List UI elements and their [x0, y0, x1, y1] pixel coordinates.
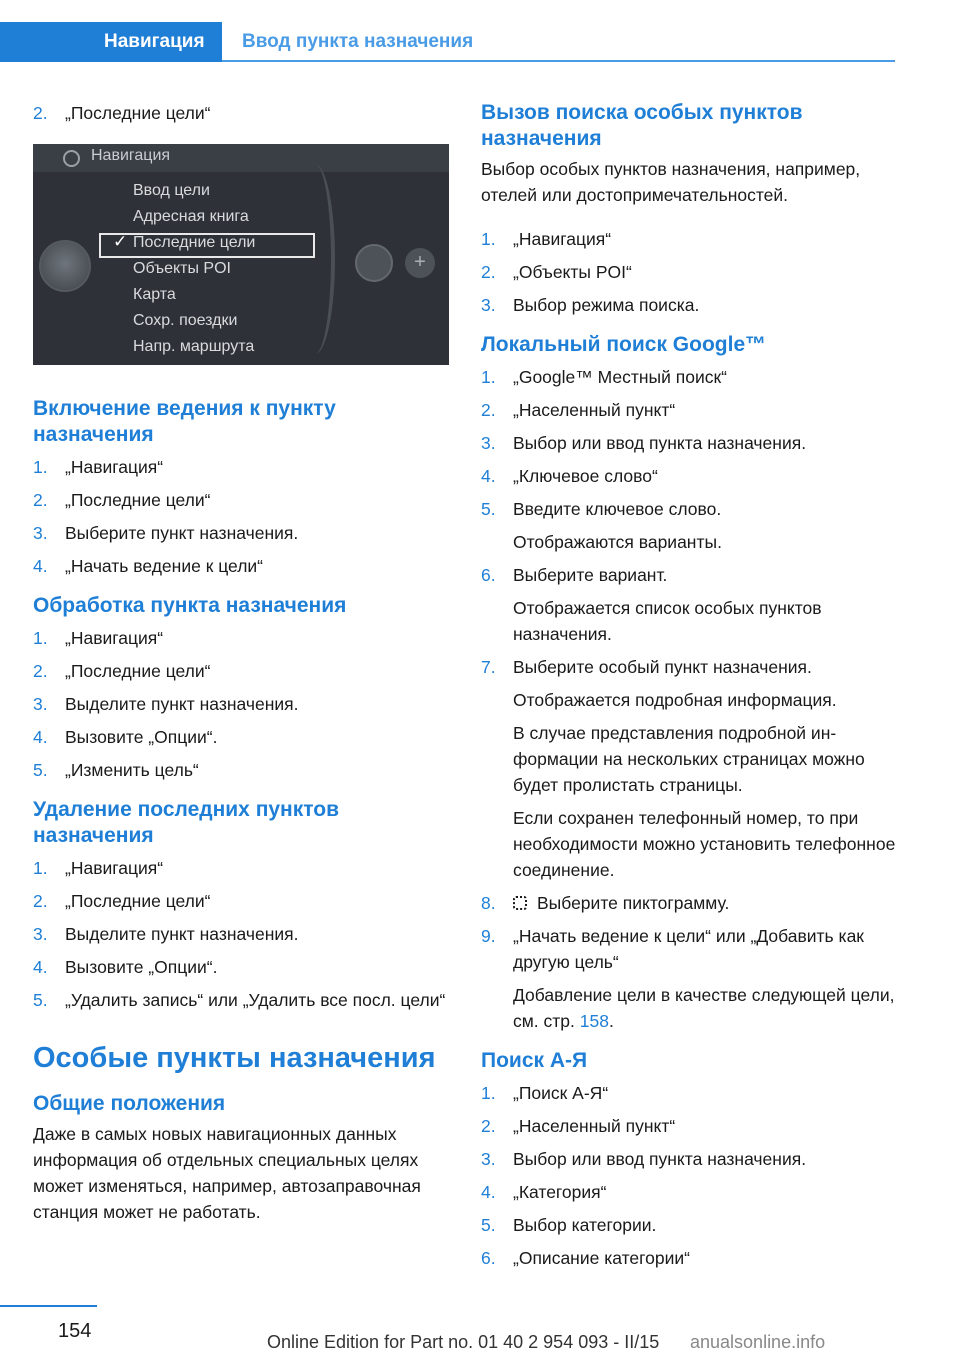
- section-heading: Вызов поиска особых пунктов назначения: [481, 101, 803, 150]
- right-column: [481, 100, 899, 1278]
- paragraph: Выбор особых пунктов назначения, например, отелей или достопримечательностей.: [481, 159, 861, 205]
- list-item: 2. „Последние цели“: [33, 103, 211, 123]
- menu-item: Объекты POI: [133, 260, 231, 277]
- steps-list: [33, 855, 448, 1013]
- list-item: 4. Вызовите „Опции“.: [33, 957, 218, 977]
- list-item: 3. Выбор режима поиска.: [481, 295, 700, 315]
- section-tab: Навигация: [0, 22, 222, 62]
- list-item: 2. „Населенный пункт“: [481, 1116, 676, 1136]
- edition-note: Online Edition for Part no. 01 40 2 954 093 - II/15: [267, 1332, 660, 1352]
- list-item: 3. Выбор или ввод пункта назначения.: [481, 433, 807, 453]
- list-item: 1. „Поиск А-Я“: [481, 1083, 609, 1103]
- chapter-heading: Особые пункты назначения: [33, 1042, 436, 1074]
- list-item: 2. „Последние цели“: [33, 490, 211, 510]
- scroll-arc: [295, 164, 335, 354]
- plus-icon: +: [405, 248, 435, 278]
- list-item: 1. „Навигация“: [33, 858, 164, 878]
- navigation-icon: [63, 150, 80, 167]
- list-item: 5. Введите ключевое слово. Отображаются варианты.: [481, 499, 722, 552]
- section-heading: Включение ведения к пункту назначения: [33, 397, 336, 446]
- list-item: 2. „Последние цели“: [33, 661, 211, 681]
- page-header: [0, 22, 895, 62]
- breadcrumb: Ввод пункта назначения: [242, 31, 474, 52]
- list-item: 5. „Удалить запись“ или „Удалить все посл. цели“: [33, 990, 446, 1010]
- menu-item: Напр. маршрута: [133, 338, 255, 355]
- list-item: 8. Выберите пиктограмму.: [481, 893, 730, 913]
- list-item: 4. „Ключевое слово“: [481, 466, 658, 486]
- list-item: 2. „Объекты POI“: [481, 262, 632, 282]
- screen-menu: [133, 178, 255, 360]
- list-item: 3. Выделите пункт назначения.: [33, 694, 299, 714]
- steps-list: [481, 1080, 899, 1271]
- section-heading: Поиск А-Я: [481, 1049, 588, 1072]
- menu-item: Сохр. поездки: [133, 312, 238, 329]
- section-heading: Удаление последних пунктов назначения: [33, 798, 339, 847]
- page-link[interactable]: 158: [579, 1011, 609, 1031]
- list-item: 1. „Навигация“: [33, 457, 164, 477]
- menu-item: Последние цели: [133, 234, 256, 251]
- list-item: 1. „Навигация“: [33, 628, 164, 648]
- list-item: 2. „Последние цели“: [33, 891, 211, 911]
- list-item: 5. „Изменить цель“: [33, 760, 199, 780]
- map-icon: [355, 244, 393, 282]
- list-item: 3. Выберите пункт назначения.: [33, 523, 299, 543]
- page-number: 154: [58, 1320, 92, 1342]
- list-item: 3. Выделите пункт назначения.: [33, 924, 299, 944]
- section-heading: Обработка пункта назначения: [33, 594, 347, 617]
- checkmark-icon: ✓: [113, 232, 128, 251]
- list-item: 3. Выбор или ввод пункта назначения.: [481, 1149, 807, 1169]
- list-item: 7. Выберите особый пункт назначения. Отображается подробная информация. В случае представления подробной информации на нескольких страницах можно будет пролистать страницы. Если сохранен телефонный номер, то при необходимости можно установить телефонное соединение.: [481, 657, 896, 880]
- steps-list: [33, 625, 448, 783]
- navigation-menu-screenshot: [33, 144, 449, 365]
- steps-list: [481, 226, 899, 318]
- list-item: 1. „Навигация“: [481, 229, 612, 249]
- steps-list: [33, 454, 448, 579]
- list-item: 6. „Описание категории“: [481, 1248, 690, 1268]
- left-column: [33, 100, 448, 1225]
- footer-rule: [0, 1305, 97, 1307]
- list-item: 6. Выберите вариант. Отображается список особых пунктов назначения.: [481, 565, 822, 644]
- crosshair-icon: [513, 896, 527, 910]
- list-item: 4. Вызовите „Опции“.: [33, 727, 218, 747]
- list-item: 2. „Населенный пункт“: [481, 400, 676, 420]
- section-heading: Локальный поиск Google™: [481, 333, 767, 356]
- paragraph: Даже в самых новых навигационных данных информация об отдельных специальных целях может изменяться, например, автозаправочная станция может не работать.: [33, 1124, 421, 1222]
- list-item: 9. „Начать ведение к цели“ или „Добавить как другую цель“ Добавление цели в качестве следующей цели, см. стр. 158.: [481, 926, 895, 1031]
- menu-item: Карта: [133, 286, 176, 303]
- list-item: 4. „Категория“: [481, 1182, 607, 1202]
- controller-knob-icon: [39, 240, 91, 292]
- header-rule: [222, 60, 895, 62]
- screen-title: Навигация: [91, 147, 171, 164]
- section-heading: Общие положения: [33, 1092, 226, 1115]
- menu-item: Адресная книга: [133, 208, 249, 225]
- menu-item: Ввод цели: [133, 182, 210, 199]
- list-item: 5. Выбор категории.: [481, 1215, 657, 1235]
- list-item: 4. „Начать ведение к цели“: [33, 556, 264, 576]
- steps-list: [481, 364, 899, 1034]
- watermark: anualsonline.info: [690, 1332, 826, 1352]
- list-item: 1. „Google™ Местный поиск“: [481, 367, 727, 387]
